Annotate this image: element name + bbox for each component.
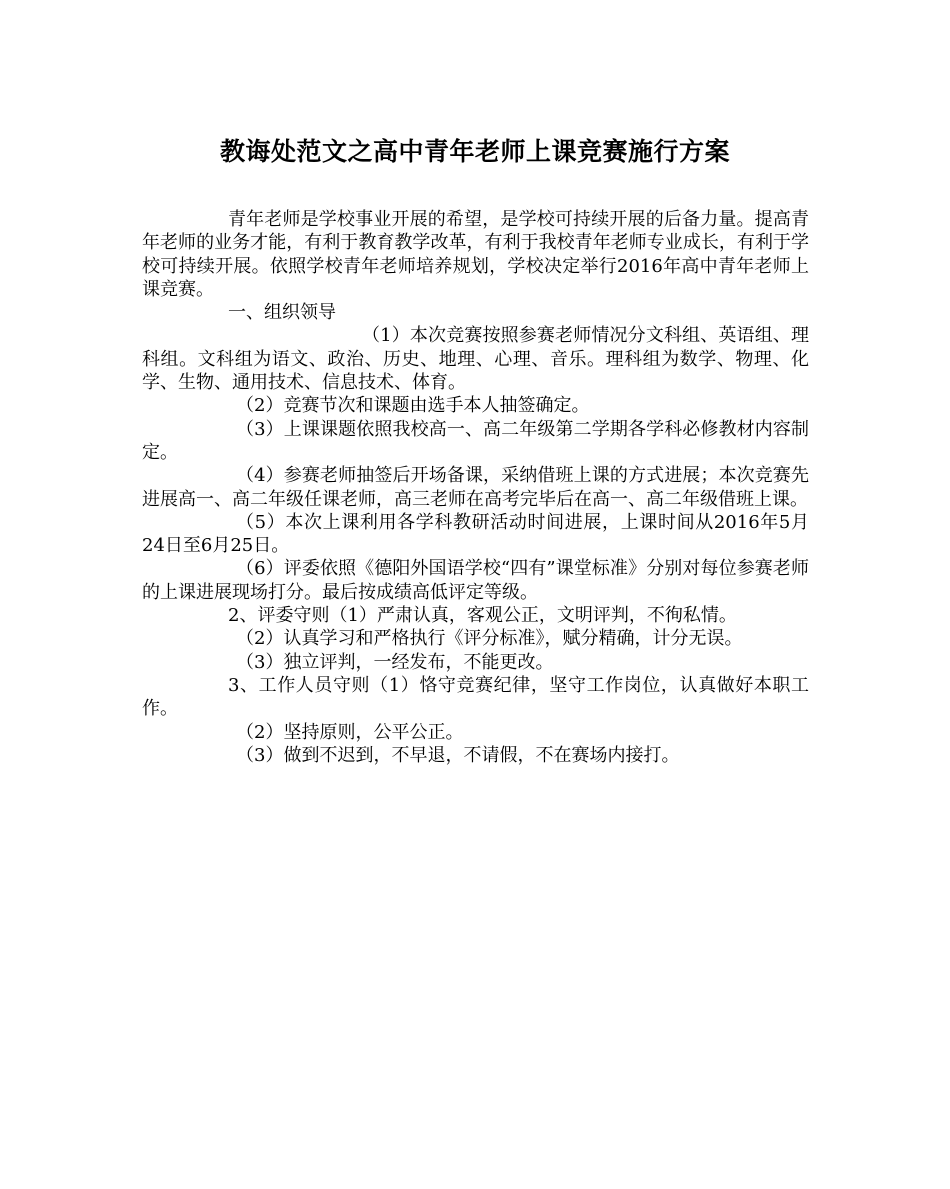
paragraph-judges-rules: 2、评委守则（1）严肃认真，客观公正，文明评判，不徇私情。 bbox=[228, 605, 737, 627]
paragraph-item-6: （6）评委依照《德阳外国语学校“四有”课堂标准》分别对每位参赛老师的上课进展现场打分。最后按成绩高低评定等级。 bbox=[142, 558, 809, 603]
paragraph-item-1: （1）本次竞赛按照参赛老师情况分文科组、英语组、理科组。文科组为语文、政治、历史、地理、心理、音乐。理科组为数学、物理、化学、生物、通用技术、信息技术、体育。 bbox=[142, 325, 809, 394]
document-body bbox=[142, 208, 809, 767]
paragraph-item-5: （5）本次上课利用各学科教研活动时间进展，上课时间从2016年5月24日至6月25日。 bbox=[142, 511, 809, 557]
paragraph-staff-rule-2: （2）坚持原则，公平公正。 bbox=[236, 721, 464, 743]
document-title: 教诲处范文之高中青年老师上课竞赛施行方案 bbox=[219, 137, 730, 166]
paragraph-item-3: （3）上课课题依照我校高一、高二年级第二学期各学科必修教材内容制定。 bbox=[142, 418, 809, 463]
paragraph-item-4: （4）参赛老师抽签后开场备课，采纳借班上课的方式进展；本次竞赛先进展高一、高二年级任课老师，高三老师在高考完毕后在高一、高二年级借班上课。 bbox=[142, 465, 809, 510]
paragraph-item-2: （2）竞赛节次和课题由选手本人抽签确定。 bbox=[236, 395, 590, 417]
paragraph-judges-rule-3: （3）独立评判，一经发布，不能更改。 bbox=[236, 651, 554, 673]
paragraph-judges-rule-2: （2）认真学习和严格执行《评分标准》，赋分精确，计分无误。 bbox=[236, 628, 743, 650]
paragraph-intro: 青年老师是学校事业开展的希望，是学校可持续开展的后备力量。提高青年老师的业务才能，有利于教育教学改革，有利于我校青年老师专业成长，有利于学校可持续开展。依照学校青年老师培养规划，学校决定举行2016年高中青年老师上课竞赛。 bbox=[142, 209, 809, 300]
section-heading-organization: 一、组织领导 bbox=[228, 302, 336, 324]
paragraph-staff-rules: 3、工作人员守则（1）恪守竞赛纪律，坚守工作岗位，认真做好本职工作。 bbox=[142, 674, 809, 720]
paragraph-staff-rule-3: （3）做到不迟到，不早退，不请假，不在赛场内接打。 bbox=[236, 744, 680, 766]
